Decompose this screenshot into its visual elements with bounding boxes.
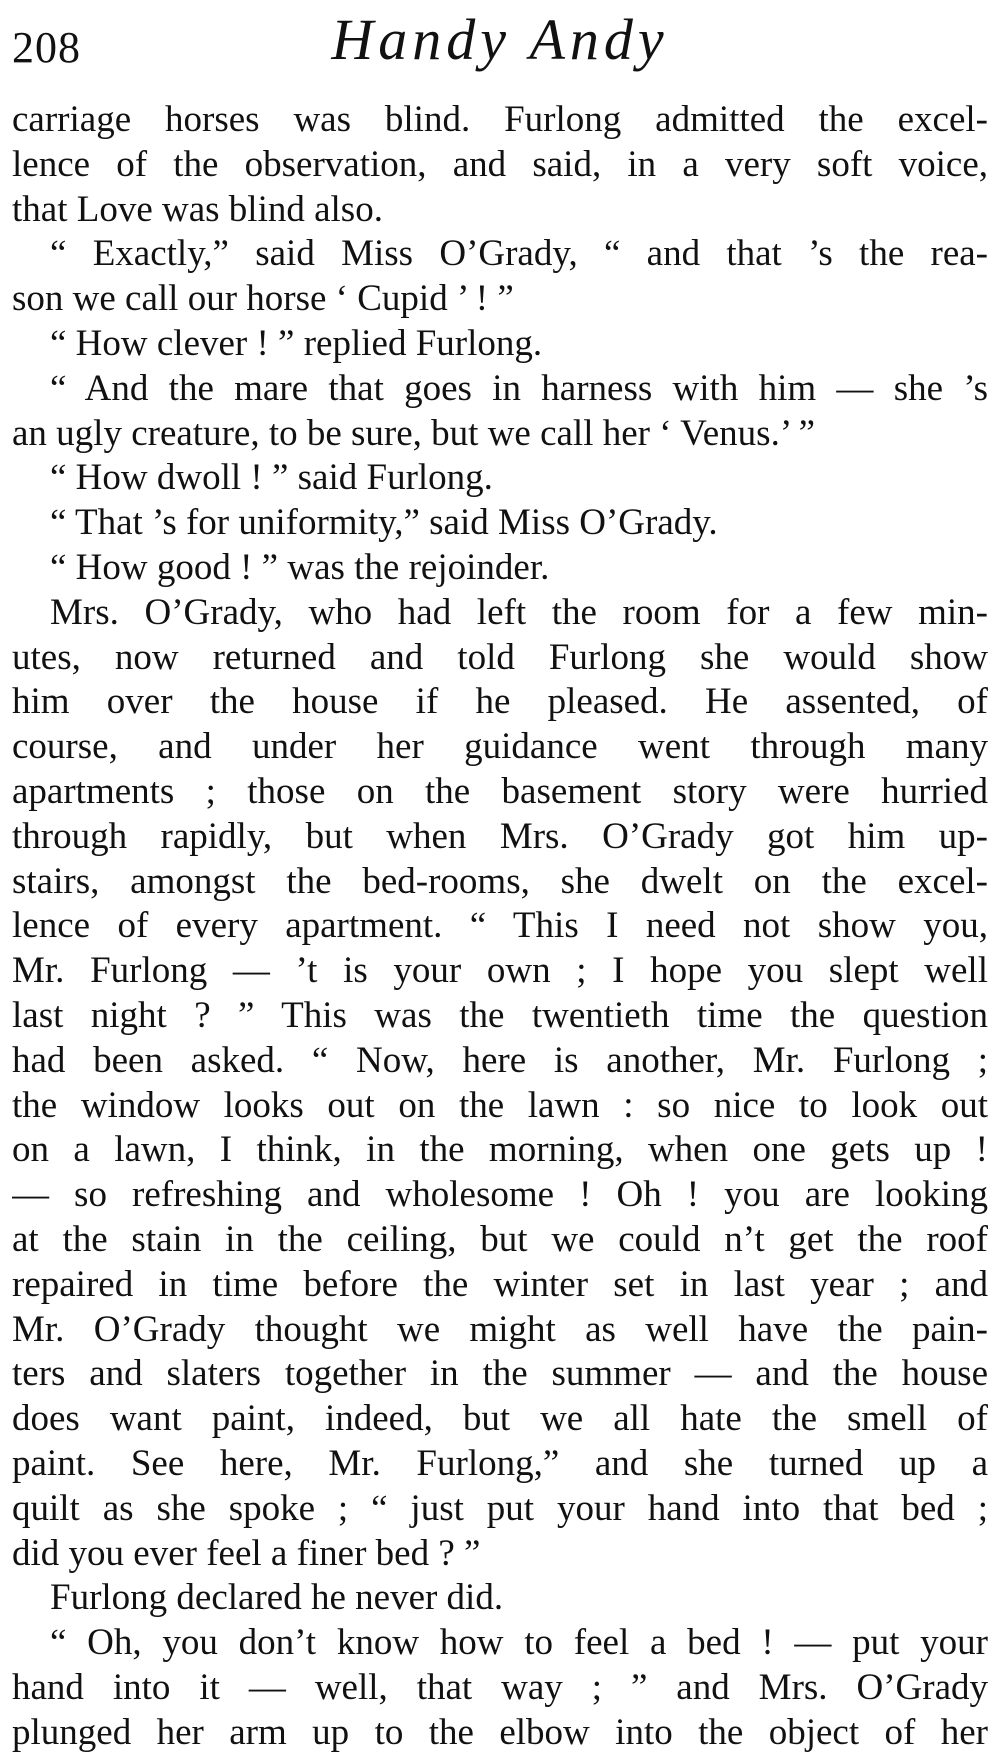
text-line: “ How good ! ” was the rejoinder.	[50, 546, 550, 588]
text-line: him over the house if he pleased. He assented, of	[12, 681, 988, 723]
text-line: apartments ; those on the basement story were hurried	[12, 770, 988, 812]
running-head-title: Handy Andy	[331, 7, 669, 72]
text-line: last night ? ” This was the twentieth time the question	[12, 994, 988, 1036]
text-line: had been asked. “ Now, here is another, Mr. Furlong ;	[12, 1039, 988, 1081]
text-line: the window looks out on the lawn : so nice to look out	[12, 1084, 988, 1126]
text-line: Mrs. O’Grady, who had left the room for a few min-	[50, 591, 988, 633]
text-line: Mr. Furlong — ’t is your own ; I hope you slept well	[12, 950, 988, 992]
text-line: on a lawn, I think, in the morning, when one gets up !	[12, 1129, 988, 1171]
text-line: utes, now returned and told Furlong she would show	[12, 636, 988, 678]
text-line: plunged her arm up to the elbow into the object of her	[12, 1711, 988, 1753]
text-line: lence of every apartment. “ This I need not show you,	[12, 905, 988, 947]
text-line: “ How clever ! ” replied Furlong.	[50, 322, 543, 364]
body-text	[12, 98, 988, 1755]
text-line: “ How dwoll ! ” said Furlong.	[50, 457, 493, 499]
text-line: did you ever feel a finer bed ? ”	[12, 1532, 481, 1574]
text-line: “ Oh, you don’t know how to feel a bed ! — put your	[50, 1622, 988, 1664]
text-line: ters and slaters together in the summer — and the house	[12, 1353, 988, 1395]
text-line: “ That ’s for uniformity,” said Miss O’Grady.	[50, 502, 718, 544]
text-line: quilt as she spoke ; “ just put your hand into that bed ;	[12, 1487, 988, 1529]
text-line: — so refreshing and wholesome ! Oh ! you are looking	[12, 1174, 988, 1216]
page-number: 208	[12, 23, 81, 72]
text-line: “ And the mare that goes in harness with him — she ’s	[50, 367, 988, 409]
text-line: stairs, amongst the bed-rooms, she dwelt on the excel-	[12, 860, 988, 902]
text-line: an ugly creature, to be sure, but we call her ‘ Venus.’ ”	[12, 412, 816, 454]
text-line: “ Exactly,” said Miss O’Grady, “ and that ’s the rea-	[50, 233, 988, 275]
text-line: repaired in time before the winter set in last year ; and	[12, 1263, 988, 1305]
text-line: at the stain in the ceiling, but we could n’t get the roof	[12, 1218, 988, 1260]
text-line: carriage horses was blind. Furlong admitted the excel-	[12, 99, 988, 140]
text-line: that Love was blind also.	[12, 188, 383, 230]
text-line: Mr. O’Grady thought we might as well have the pain-	[12, 1308, 988, 1350]
text-line: through rapidly, but when Mrs. O’Grady got him up-	[12, 815, 988, 857]
text-line: son we call our horse ‘ Cupid ’ ! ”	[12, 278, 514, 320]
text-line: lence of the observation, and said, in a very soft voice,	[12, 143, 988, 185]
text-line: paint. See here, Mr. Furlong,” and she turned up a	[12, 1442, 988, 1484]
text-line: hand into it — well, that way ; ” and Mrs. O’Grady	[12, 1666, 988, 1708]
text-line: course, and under her guidance went through many	[12, 726, 988, 768]
text-line: Furlong declared he never did.	[50, 1577, 504, 1619]
text-line: does want paint, indeed, but we all hate the smell of	[12, 1398, 988, 1440]
